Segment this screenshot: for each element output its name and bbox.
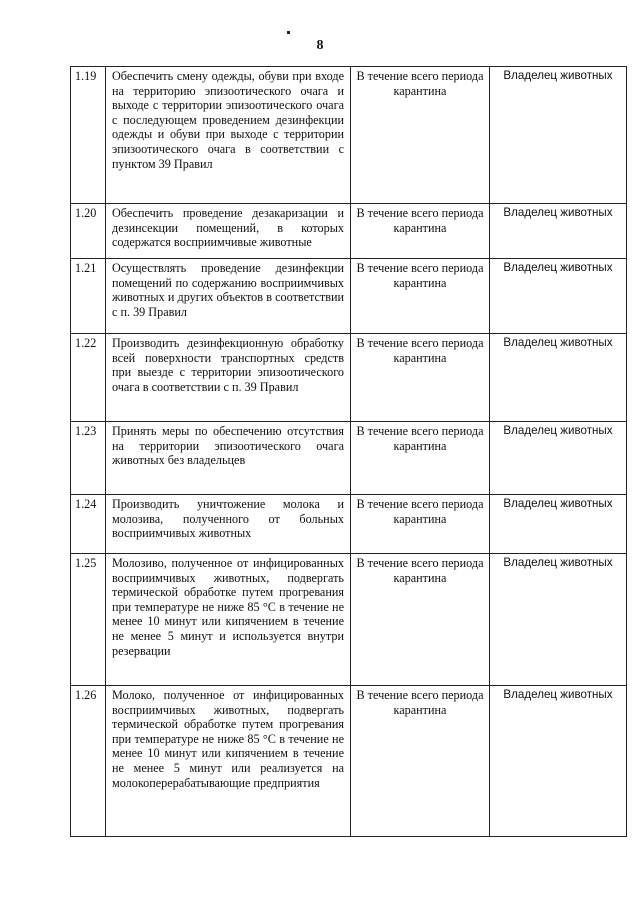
row-period: В течение всего периода карантина [351,686,490,837]
row-action: Производить дезинфекционную обработку всей поверхности транспортных средств при выезде с территории эпизоотического очага в соответствии с п. 39 Правил [106,334,351,422]
row-period: В течение всего периода карантина [351,204,490,259]
row-responsible: Владелец животных [490,422,627,495]
row-number: 1.25 [71,554,106,686]
row-responsible: Владелец животных [490,204,627,259]
row-number: 1.24 [71,495,106,554]
row-responsible: Владелец животных [490,259,627,334]
table-row [71,686,627,837]
row-action: Молоко, полученное от инфицированных восприимчивых животных, подвергать термической обработке путем прогревания при температуре не ниже 85 °С в течение не менее 10 минут или кипячением в течение не менее 5 минут или реализуется на молокоперерабатывающие предприятия [106,686,351,837]
row-number: 1.22 [71,334,106,422]
row-number: 1.20 [71,204,106,259]
table-row [71,495,627,554]
row-number: 1.26 [71,686,106,837]
row-responsible: Владелец животных [490,67,627,204]
table-row [71,259,627,334]
row-period: В течение всего периода карантина [351,422,490,495]
table-row [71,422,627,495]
page-number: 8 [316,38,324,53]
row-number: 1.23 [71,422,106,495]
measures-table [70,66,627,837]
row-action: Молозиво, полученное от инфицированных восприимчивых животных, подвергать термической обработке путем прогревания при температуре не ниже 85 °С в течение не менее 10 минут или кипячением в течение не менее 5 минут и используется внутри резервации [106,554,351,686]
row-responsible: Владелец животных [490,686,627,837]
table-row [71,554,627,686]
row-action: Осуществлять проведение дезинфекции помещений по содержанию восприимчивых животных и других объектов в соответствии с п. 39 Правил [106,259,351,334]
scan-dot [287,31,290,34]
row-action: Принять меры по обеспечению отсутствия на территории эпизоотического очага животных без владельцев [106,422,351,495]
row-period: В течение всего периода карантина [351,67,490,204]
row-action: Обеспечить проведение дезакаризации и дезинсекции помещений, в которых содержатся восприимчивые животные [106,204,351,259]
row-number: 1.19 [71,67,106,204]
row-number: 1.21 [71,259,106,334]
table-row [71,334,627,422]
table-row [71,204,627,259]
row-responsible: Владелец животных [490,495,627,554]
row-action: Обеспечить смену одежды, обуви при входе на территорию эпизоотического очага и выходе с территории эпизоотического очага с последующем проведением дезинфекции одежды и обуви при выходе с территории эпизоотического очага в соответствии с пунктом 39 Правил [106,67,351,204]
row-period: В течение всего периода карантина [351,334,490,422]
row-responsible: Владелец животных [490,334,627,422]
row-responsible: Владелец животных [490,554,627,686]
row-action: Производить уничтожение молока и молозива, полученного от больных восприимчивых животных [106,495,351,554]
row-period: В течение всего периода карантина [351,495,490,554]
row-period: В течение всего периода карантина [351,259,490,334]
row-period: В течение всего периода карантина [351,554,490,686]
table-row [71,67,627,204]
